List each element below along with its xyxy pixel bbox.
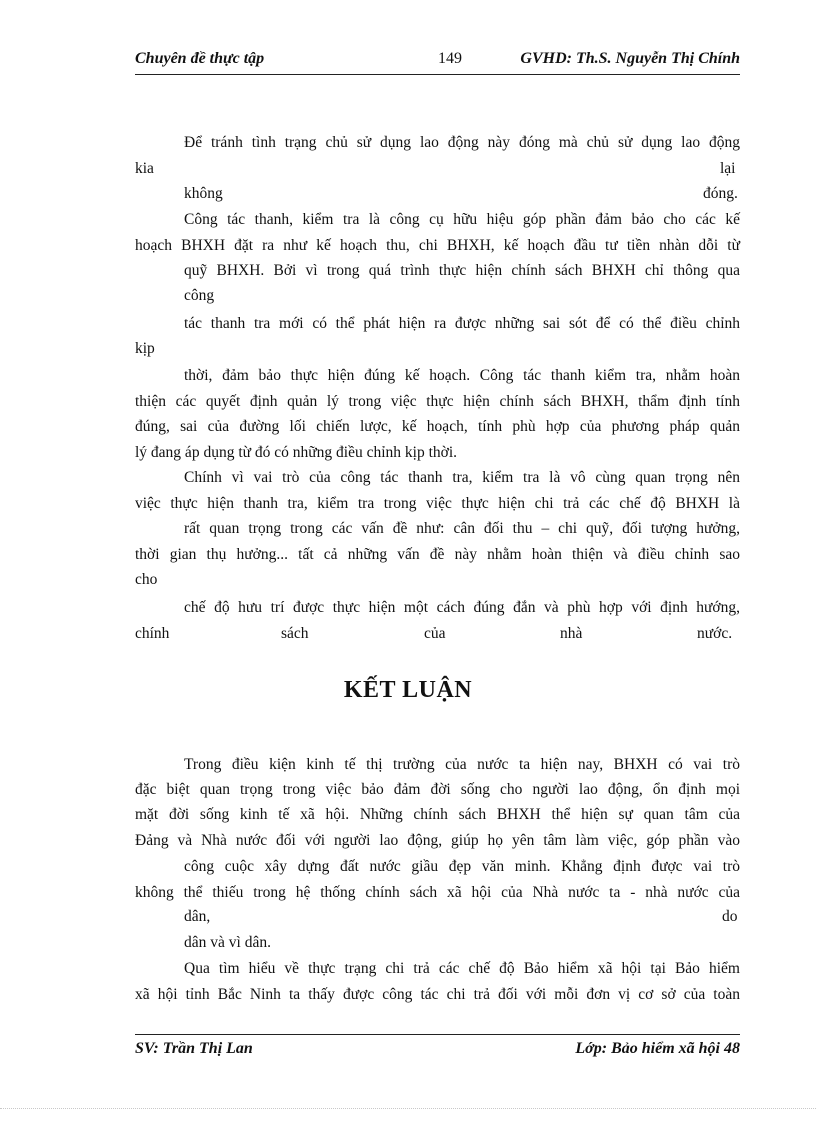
body-line: hoạch BHXH đặt ra như kế hoạch thu, chi BHXH, kế hoạch đầu tư tiền nhàn dỗi từ	[135, 237, 740, 254]
header-supervisor: GVHD: Th.S. Nguyễn Thị Chính	[520, 50, 740, 67]
conclusion-line: dân và vì dân.	[184, 934, 271, 951]
page-header	[135, 46, 740, 74]
conclusion-line: Đảng và Nhà nước đối với người lao động, giúp họ yên tâm làm việc, góp phần vào	[135, 832, 740, 849]
body-line: lý đang áp dụng từ đó có những điều chỉnh kịp thời.	[135, 444, 458, 461]
body-line: Chính vì vai trò của công tác thanh tra, kiểm tra là vô cùng quan trọng nên	[184, 469, 740, 486]
footer-student: SV: Trần Thị Lan	[135, 1040, 253, 1057]
body-word: của	[424, 625, 446, 642]
body-line: rất quan trọng trong các vấn đề như: cân đối thu – chi quỹ, đối tượng hưởng,	[184, 520, 740, 537]
body-line: Để tránh tình trạng chủ sử dụng lao động này đóng mà chủ sử dụng lao động	[184, 134, 740, 151]
header-title: Chuyên đề thực tập	[135, 50, 265, 67]
header-page-number: 149	[438, 50, 462, 67]
body-word: chính	[135, 625, 170, 642]
page-footer	[135, 1040, 740, 1064]
body-line: công	[184, 287, 215, 304]
body-line: kịp	[135, 340, 155, 357]
body-word: nước.	[697, 625, 733, 642]
conclusion-line: không thể thiếu trong hệ thống chính sách xã hội của Nhà nước ta - nhà nước của	[135, 884, 740, 901]
body-line: thời gian thụ hưởng... tất cả những vấn đề này nhằm hoàn thiện và điều chỉnh sao	[135, 546, 740, 563]
conclusion-line: Trong điều kiện kinh tế thị trường của nước ta hiện nay, BHXH có vai trò	[184, 756, 740, 773]
body-line: kia	[135, 160, 154, 177]
section-title: KẾT LUẬN	[343, 677, 473, 703]
body-line: cho	[135, 571, 158, 588]
body-line: lại	[720, 160, 736, 177]
body-line: không	[184, 185, 223, 202]
body-line: thời, đảm bảo thực hiện đúng kế hoạch. Công tác thanh kiểm tra, nhằm hoàn	[184, 367, 740, 384]
page-bottom-dotted-border	[0, 1108, 816, 1109]
body-line: quỹ BHXH. Bởi vì trong quá trình thực hiện chính sách BHXH chỉ thông qua	[184, 262, 740, 279]
conclusion-line: dân,	[184, 908, 211, 925]
conclusion-line: đặc biệt quan trọng trong việc bảo đảm đời sống cho người lao động, ổn định mọi	[135, 781, 740, 798]
conclusion-line: do	[722, 908, 738, 925]
body-line: thiện các quyết định quản lý trong việc thực hiện chính sách BHXH, thẩm định tính	[135, 393, 740, 410]
conclusion-line: xã hội tỉnh Bắc Ninh ta thấy được công tác chi trả đối với mỗi đơn vị cơ sở của toàn	[135, 986, 740, 1003]
header-rule	[135, 74, 740, 75]
conclusion-line: mặt đời sống kinh tế xã hội. Những chính sách BHXH thể hiện sự quan tâm của	[135, 806, 740, 823]
body-line: chế độ hưu trí được thực hiện một cách đúng đắn và phù hợp với định hướng,	[184, 599, 740, 616]
footer-class: Lớp: Bảo hiểm xã hội 48	[575, 1040, 740, 1057]
body-word: sách	[281, 625, 309, 642]
body-word: nhà	[560, 625, 583, 642]
body-line: đúng, sai của đường lối chiến lược, kế hoạch, tính phù hợp của phương pháp quản	[135, 418, 740, 435]
footer-rule	[135, 1034, 740, 1035]
body-line: đóng.	[703, 185, 738, 202]
conclusion-line: công cuộc xây dựng đất nước giầu đẹp văn minh. Khẳng định được vai trò	[184, 858, 740, 875]
body-line: tác thanh tra mới có thể phát hiện ra được những sai sót để có thể điều chỉnh	[184, 315, 740, 332]
body-line: việc thực hiện thanh tra, kiểm tra trong việc thực hiện chi trả các chế độ BHXH là	[135, 495, 740, 512]
conclusion-line: Qua tìm hiểu về thực trạng chi trả các chế độ Bảo hiểm xã hội tại Bảo hiểm	[184, 960, 740, 977]
body-line: Công tác thanh, kiểm tra là công cụ hữu hiệu góp phần đảm bảo cho các kế	[184, 211, 740, 228]
